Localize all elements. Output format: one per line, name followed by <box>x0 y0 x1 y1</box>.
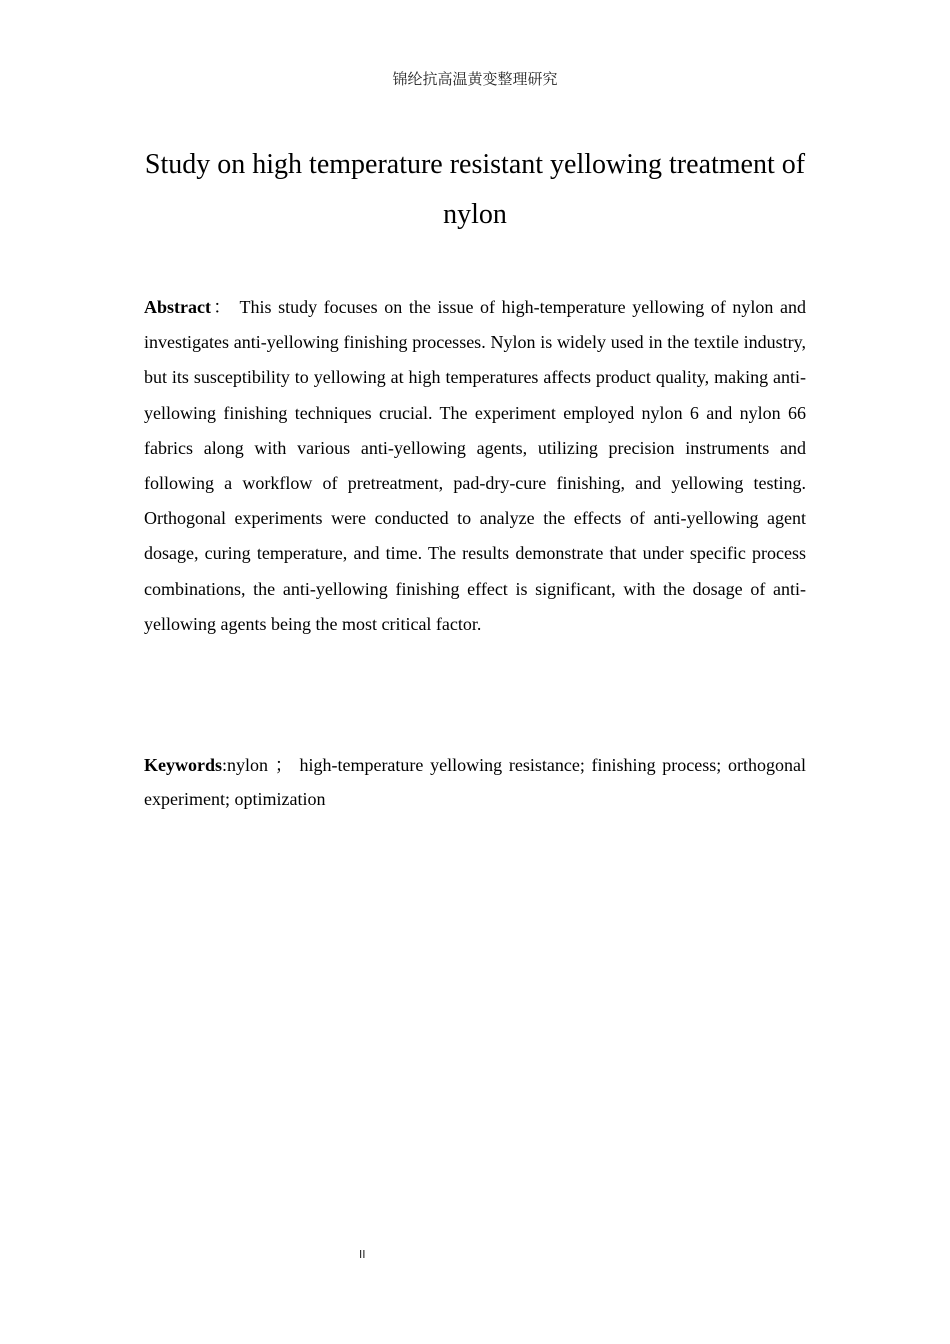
abstract-text: This study focuses on the issue of high-temperature yellowing of nylon and investigates anti-yellowing finishing processes. Nylon is widely used in the textile industry, but its susceptibility to yellowing at high temperatures affects product quality, making anti-yellowing finishing techniques crucial. The experiment employed nylon 6 and nylon 66 fabrics along with various anti-yellowing agents, utilizing precision instruments and following a workflow of pretreatment, pad-dry-cure finishing, and yellowing testing. Orthogonal experiments were conducted to analyze the effects of anti-yellowing agent dosage, curing temperature, and time. The results demonstrate that under specific process combinations, the anti-yellowing finishing effect is significant, with the dosage of anti-yellowing agents being the most critical factor. <box>144 297 806 634</box>
page-number: II <box>359 1248 366 1261</box>
paper-title: Study on high temperature resistant yellowing treatment of nylon <box>144 149 806 230</box>
abstract-label: Abstract <box>144 297 211 317</box>
running-header: 锦纶抗高温黄变整理研究 <box>392 70 558 88</box>
keywords-paragraph <box>144 748 806 816</box>
keywords-text: :nylon ； high-temperature yellowing resistance; finishing process; orthogonal experiment; optimization <box>144 755 806 809</box>
abstract-paragraph <box>144 290 806 642</box>
keywords-label: Keywords <box>144 755 222 775</box>
abstract-separator: ： <box>210 297 234 317</box>
